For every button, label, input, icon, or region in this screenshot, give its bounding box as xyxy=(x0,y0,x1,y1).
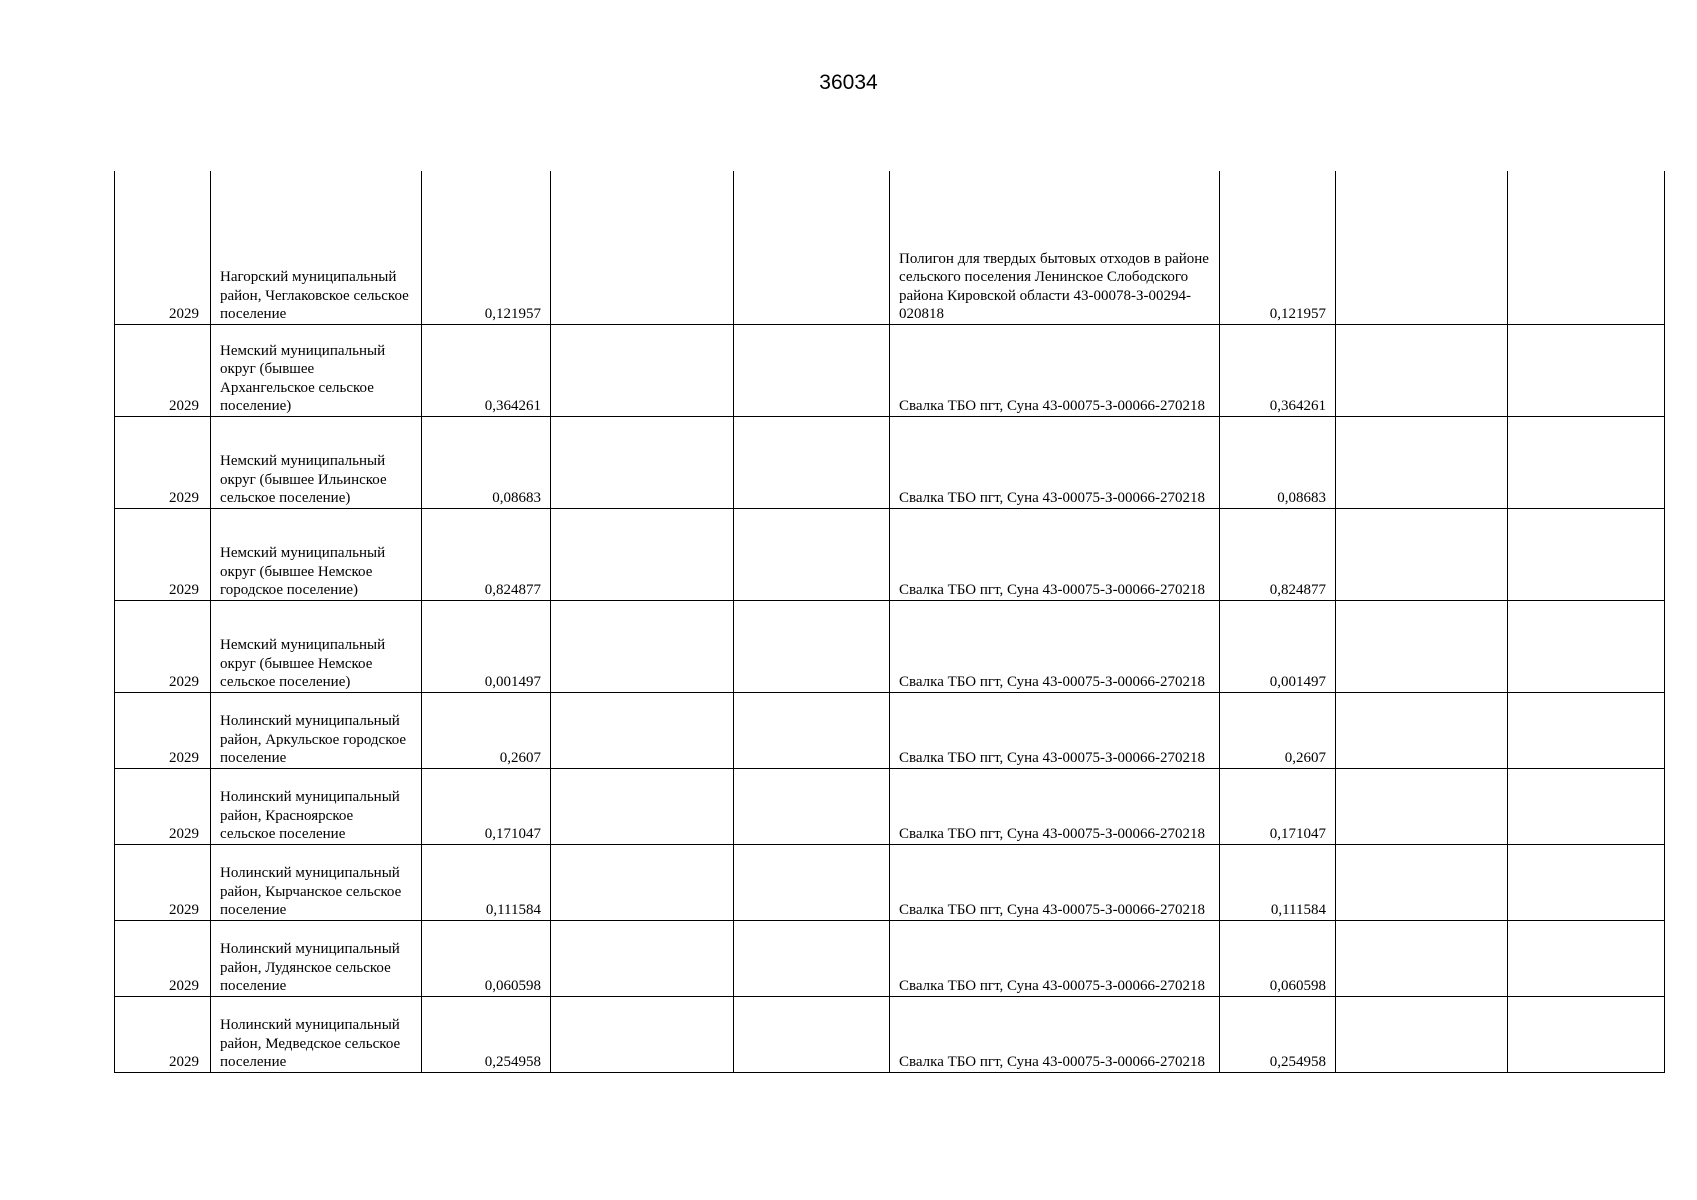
year-cell: 2029 xyxy=(115,171,211,324)
municipality-cell: Нолинский муниципальный район, Кырчанское сельское поселение xyxy=(211,844,422,920)
municipality-cell: Немский муниципальный округ (бывшее Немское сельское поселение) xyxy=(211,600,422,692)
empty-cell xyxy=(1508,416,1665,508)
facility-cell: Свалка ТБО пгт, Суна 43-00075-З-00066-270218 xyxy=(890,600,1220,692)
empty-cell xyxy=(1508,768,1665,844)
facility-cell: Свалка ТБО пгт, Суна 43-00075-З-00066-270218 xyxy=(890,324,1220,416)
amount2-cell: 0,364261 xyxy=(1220,324,1336,416)
table-row xyxy=(115,416,1665,508)
table-row xyxy=(115,692,1665,768)
empty-cell xyxy=(1336,324,1508,416)
year-cell: 2029 xyxy=(115,324,211,416)
amount-cell: 0,254958 xyxy=(422,996,551,1072)
amount-cell: 0,171047 xyxy=(422,768,551,844)
empty-cell xyxy=(1336,844,1508,920)
amount-cell: 0,364261 xyxy=(422,324,551,416)
empty-cell xyxy=(1336,600,1508,692)
empty-cell xyxy=(734,508,890,600)
empty-cell xyxy=(551,600,734,692)
year-cell: 2029 xyxy=(115,600,211,692)
empty-cell xyxy=(1336,171,1508,324)
empty-cell xyxy=(1508,692,1665,768)
empty-cell xyxy=(1336,508,1508,600)
table-row xyxy=(115,920,1665,996)
data-table xyxy=(114,171,1665,1073)
amount2-cell: 0,2607 xyxy=(1220,692,1336,768)
table-row xyxy=(115,324,1665,416)
amount2-cell: 0,08683 xyxy=(1220,416,1336,508)
table-row xyxy=(115,844,1665,920)
empty-cell xyxy=(551,692,734,768)
amount2-cell: 0,121957 xyxy=(1220,171,1336,324)
empty-cell xyxy=(734,692,890,768)
year-cell: 2029 xyxy=(115,692,211,768)
facility-cell: Свалка ТБО пгт, Суна 43-00075-З-00066-270218 xyxy=(890,768,1220,844)
year-cell: 2029 xyxy=(115,996,211,1072)
year-cell: 2029 xyxy=(115,416,211,508)
year-cell: 2029 xyxy=(115,508,211,600)
empty-cell xyxy=(1336,996,1508,1072)
empty-cell xyxy=(734,768,890,844)
empty-cell xyxy=(551,171,734,324)
year-cell: 2029 xyxy=(115,844,211,920)
amount2-cell: 0,001497 xyxy=(1220,600,1336,692)
page-number: 36034 xyxy=(819,71,878,94)
empty-cell xyxy=(1508,844,1665,920)
empty-cell xyxy=(1508,171,1665,324)
facility-cell: Свалка ТБО пгт, Суна 43-00075-З-00066-270218 xyxy=(890,996,1220,1072)
facility-cell: Свалка ТБО пгт, Суна 43-00075-З-00066-270218 xyxy=(890,920,1220,996)
municipality-cell: Нолинский муниципальный район, Медведское сельское поселение xyxy=(211,996,422,1072)
amount2-cell: 0,824877 xyxy=(1220,508,1336,600)
table-row xyxy=(115,768,1665,844)
empty-cell xyxy=(1336,692,1508,768)
empty-cell xyxy=(1336,416,1508,508)
amount-cell: 0,060598 xyxy=(422,920,551,996)
table-row xyxy=(115,996,1665,1072)
facility-cell: Полигон для твердых бытовых отходов в районе сельского поселения Ленинское Слободского района Кировской области 43-00078-З-00294-020818 xyxy=(890,171,1220,324)
amount2-cell: 0,171047 xyxy=(1220,768,1336,844)
municipality-cell: Нолинский муниципальный район, Аркульское городское поселение xyxy=(211,692,422,768)
municipality-cell: Нолинский муниципальный район, Красноярское сельское поселение xyxy=(211,768,422,844)
amount-cell: 0,121957 xyxy=(422,171,551,324)
empty-cell xyxy=(551,416,734,508)
amount-cell: 0,2607 xyxy=(422,692,551,768)
table-row xyxy=(115,600,1665,692)
year-cell: 2029 xyxy=(115,768,211,844)
empty-cell xyxy=(551,996,734,1072)
table-row xyxy=(115,171,1665,324)
municipality-cell: Нолинский муниципальный район, Лудянское сельское поселение xyxy=(211,920,422,996)
empty-cell xyxy=(734,996,890,1072)
facility-cell: Свалка ТБО пгт, Суна 43-00075-З-00066-270218 xyxy=(890,416,1220,508)
amount-cell: 0,824877 xyxy=(422,508,551,600)
empty-cell xyxy=(734,920,890,996)
empty-cell xyxy=(551,920,734,996)
amount2-cell: 0,060598 xyxy=(1220,920,1336,996)
empty-cell xyxy=(551,508,734,600)
table-row xyxy=(115,508,1665,600)
empty-cell xyxy=(551,844,734,920)
amount-cell: 0,08683 xyxy=(422,416,551,508)
empty-cell xyxy=(551,324,734,416)
amount-cell: 0,111584 xyxy=(422,844,551,920)
year-cell: 2029 xyxy=(115,920,211,996)
amount-cell: 0,001497 xyxy=(422,600,551,692)
empty-cell xyxy=(734,600,890,692)
empty-cell xyxy=(734,416,890,508)
empty-cell xyxy=(1336,768,1508,844)
empty-cell xyxy=(551,768,734,844)
empty-cell xyxy=(1508,508,1665,600)
facility-cell: Свалка ТБО пгт, Суна 43-00075-З-00066-270218 xyxy=(890,692,1220,768)
amount2-cell: 0,254958 xyxy=(1220,996,1336,1072)
empty-cell xyxy=(1336,920,1508,996)
municipality-cell: Нагорский муниципальный район, Чеглаковское сельское поселение xyxy=(211,171,422,324)
empty-cell xyxy=(1508,600,1665,692)
empty-cell xyxy=(1508,324,1665,416)
empty-cell xyxy=(734,324,890,416)
facility-cell: Свалка ТБО пгт, Суна 43-00075-З-00066-270218 xyxy=(890,844,1220,920)
empty-cell xyxy=(734,844,890,920)
empty-cell xyxy=(1508,996,1665,1072)
empty-cell xyxy=(734,171,890,324)
municipality-cell: Немский муниципальный округ (бывшее Немское городское поселение) xyxy=(211,508,422,600)
empty-cell xyxy=(1508,920,1665,996)
municipality-cell: Немский муниципальный округ (бывшее Ильинское сельское поселение) xyxy=(211,416,422,508)
municipality-cell: Немский муниципальный округ (бывшее Архангельское сельское поселение) xyxy=(211,324,422,416)
amount2-cell: 0,111584 xyxy=(1220,844,1336,920)
facility-cell: Свалка ТБО пгт, Суна 43-00075-З-00066-270218 xyxy=(890,508,1220,600)
